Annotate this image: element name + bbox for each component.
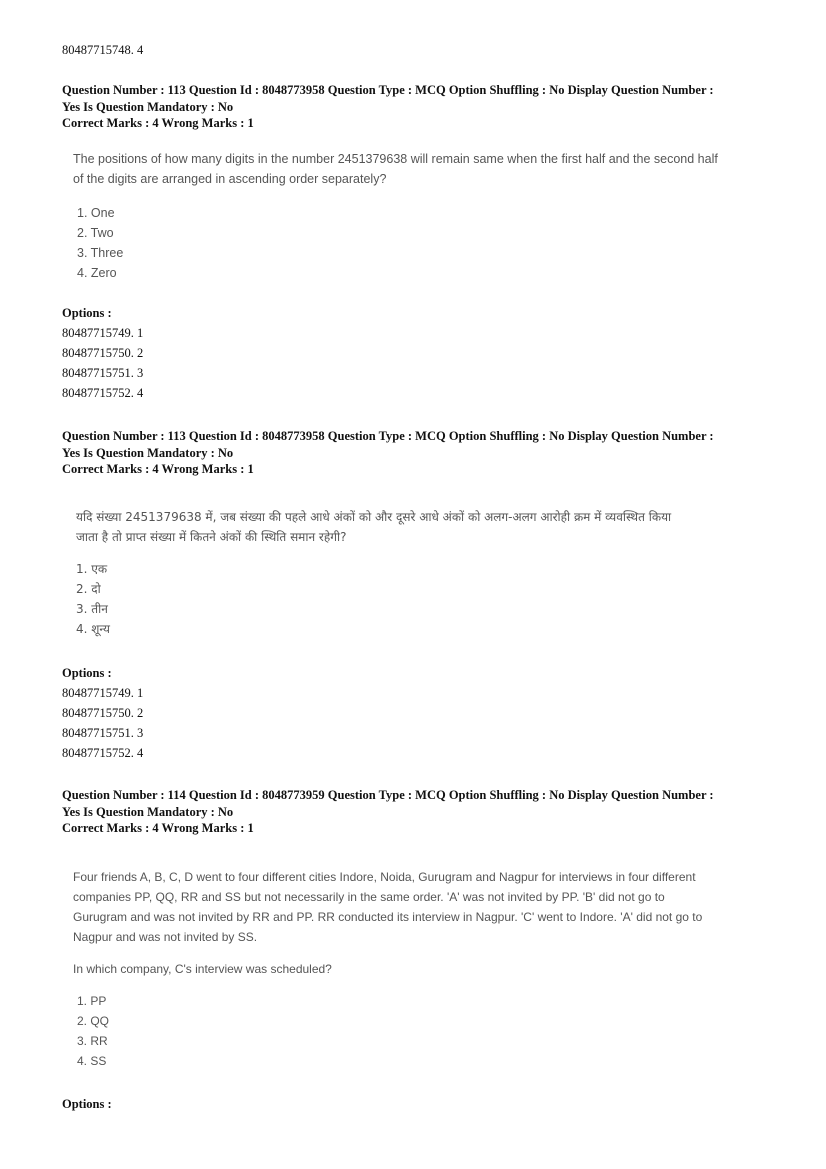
meta-line: Question Number : 113 Question Id : 8048773958 Question Type : MCQ Option Shuffling : No Display Question Number : [62, 429, 714, 443]
options-heading: Options : [62, 306, 112, 320]
option-id-line: 80487715752. 4 [62, 746, 144, 760]
question-text [73, 867, 702, 1071]
meta-line: Question Number : 113 Question Id : 8048773958 Question Type : MCQ Option Shuffling : No Display Question Number : [62, 83, 714, 97]
question-line: यदि संख्या 2451379638 में, जब संख्या की पहले आधे अंकों को और दूसरे आधे अंकों को अलग-अलग आरोही क्रम में व्यवस्थित किया [76, 510, 672, 524]
choice-item: 1. One [77, 206, 115, 220]
question-meta [62, 82, 714, 132]
option-id-line: 80487715749. 1 [62, 686, 144, 700]
choice-item: 4. Zero [77, 266, 117, 280]
option-id-line: 80487715751. 3 [62, 366, 144, 380]
choice-item: 2. दो [76, 582, 101, 596]
option-id-line: 80487715750. 2 [62, 346, 144, 360]
options-heading: Options : [62, 1097, 112, 1111]
question-line: The positions of how many digits in the number 2451379638 will remain same when the first half and the second half [73, 152, 718, 166]
question-prompt: In which company, C's interview was scheduled? [73, 962, 332, 976]
meta-line: Correct Marks : 4 Wrong Marks : 1 [62, 821, 254, 835]
question-line: companies PP, QQ, RR and SS but not necessarily in the same order. 'A' was not invited by PP. 'B' did not go to [73, 890, 665, 904]
question-text [76, 507, 671, 639]
choice-item: 2. QQ [77, 1014, 110, 1028]
option-id-line: 80487715751. 3 [62, 726, 144, 740]
question-line: Four friends A, B, C, D went to four different cities Indore, Noida, Gurugram and Nagpur for interviews in four different [73, 870, 696, 884]
question-meta [62, 428, 714, 478]
question-line: Gurugram and was not invited by RR and PP. RR conducted its interview in Nagpur. 'C' went to Indore. 'A' did not go to [73, 910, 703, 924]
meta-line: Yes Is Question Mandatory : No [62, 445, 234, 460]
meta-line: Yes Is Question Mandatory : No [62, 99, 234, 114]
question-line: of the digits are arranged in ascending order separately? [73, 172, 387, 186]
answer-option-line: 80487715748. 4 [62, 43, 144, 57]
question-meta [62, 787, 714, 837]
choice-item: 1. PP [77, 994, 107, 1008]
choice-item: 3. RR [77, 1034, 108, 1048]
option-id-line: 80487715752. 4 [62, 386, 144, 400]
meta-line: Correct Marks : 4 Wrong Marks : 1 [62, 116, 254, 130]
meta-line: Question Number : 114 Question Id : 8048773959 Question Type : MCQ Option Shuffling : No Display Question Number : [62, 788, 714, 802]
choice-item: 3. Three [77, 246, 124, 260]
choice-item: 1. एक [76, 562, 108, 576]
choice-item: 3. तीन [76, 602, 108, 616]
option-id-line: 80487715749. 1 [62, 326, 144, 340]
meta-line: Yes Is Question Mandatory : No [62, 804, 234, 819]
question-text [73, 149, 718, 283]
options-heading: Options : [62, 666, 112, 680]
option-id-line: 80487715750. 2 [62, 706, 144, 720]
choice-item: 2. Two [77, 226, 114, 240]
choice-item: 4. शून्य [76, 622, 110, 636]
meta-line: Correct Marks : 4 Wrong Marks : 1 [62, 462, 254, 476]
question-line: Nagpur and was not invited by SS. [73, 930, 258, 944]
question-line: जाता है तो प्राप्त संख्या में कितने अंकों की स्थिति समान रहेगी? [76, 530, 347, 544]
choice-item: 4. SS [77, 1054, 107, 1068]
